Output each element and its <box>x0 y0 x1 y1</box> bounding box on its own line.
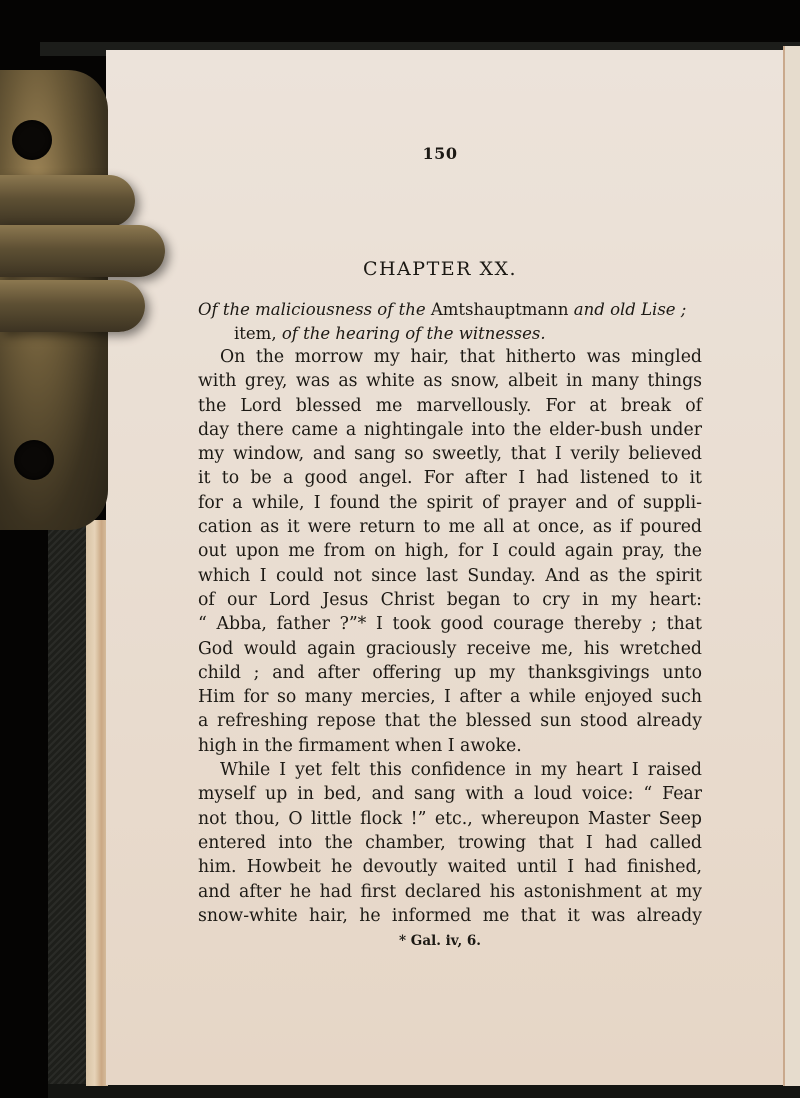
summary-line-2 <box>198 322 708 346</box>
body-line: out upon me from on high, for I could again pray, the <box>198 541 702 562</box>
body-line: which I could not since last Sunday. And as the spirit <box>198 565 702 586</box>
body-line: him. Howbeit he devoutly waited until I had finished, <box>198 857 702 878</box>
summary-italic-b: and old Lise ; <box>568 300 687 319</box>
body-line: high in the firmament when I awoke. <box>198 735 522 756</box>
chapter-title: CHAPTER XX. <box>362 258 518 280</box>
body-line: of our Lord Jesus Christ began to cry in my heart: <box>198 589 702 610</box>
body-line: snow-white hair, he informed me that it was already <box>198 905 702 926</box>
chapter-summary <box>198 298 708 346</box>
page-number: 150 <box>422 144 458 163</box>
body-line: and after he had first declared his astonishment at my <box>198 881 702 902</box>
body-line: for a while, I found the spirit of prayer and of suppli- <box>198 492 702 513</box>
body-line: child ; and after offering up my thanksgivings unto <box>198 662 702 683</box>
summary-roman: Amtshauptmann <box>430 300 569 319</box>
body-line: my window, and sang so sweetly, that I verily believed <box>198 444 702 465</box>
footnote: * Gal. iv, 6. <box>399 933 481 949</box>
body-line: myself up in bed, and sang with a loud voice: “ Fear <box>198 784 702 805</box>
summary-line-1 <box>198 298 708 322</box>
summary-item: item, <box>234 324 282 343</box>
body-line: “ Abba, father ?”* I took good courage thereby ; that <box>198 614 702 635</box>
body-line: On the morrow my hair, that hitherto was mingled <box>220 347 702 367</box>
body-line: the Lord blessed me marvellously. For at break of <box>198 395 702 416</box>
body-text <box>198 345 702 928</box>
body-line: day there came a nightingale into the elder-bush under <box>198 419 702 440</box>
body-line: it to be a good angel. For after I had listened to it <box>198 468 702 489</box>
body-line: While I yet felt this confidence in my heart I raised <box>220 760 702 781</box>
body-line: a refreshing repose that the blessed sun stood already <box>198 711 702 732</box>
body-line: not thou, O little flock !” etc., whereupon Master Seep <box>198 808 702 829</box>
body-line: God would again graciously receive me, his wretched <box>198 638 702 659</box>
body-line: cation as it were return to me all at once, as if poured <box>198 517 702 538</box>
summary-italic-a: Of the maliciousness of the <box>198 300 431 319</box>
body-line: with grey, was as white as snow, albeit in many things <box>198 371 702 392</box>
body-line: Him for so many mercies, I after a while enjoyed such <box>198 687 702 708</box>
body-line: entered into the chamber, trowing that I had called <box>198 832 702 853</box>
summary-italic-c: of the hearing of the witnesses. <box>281 324 546 343</box>
